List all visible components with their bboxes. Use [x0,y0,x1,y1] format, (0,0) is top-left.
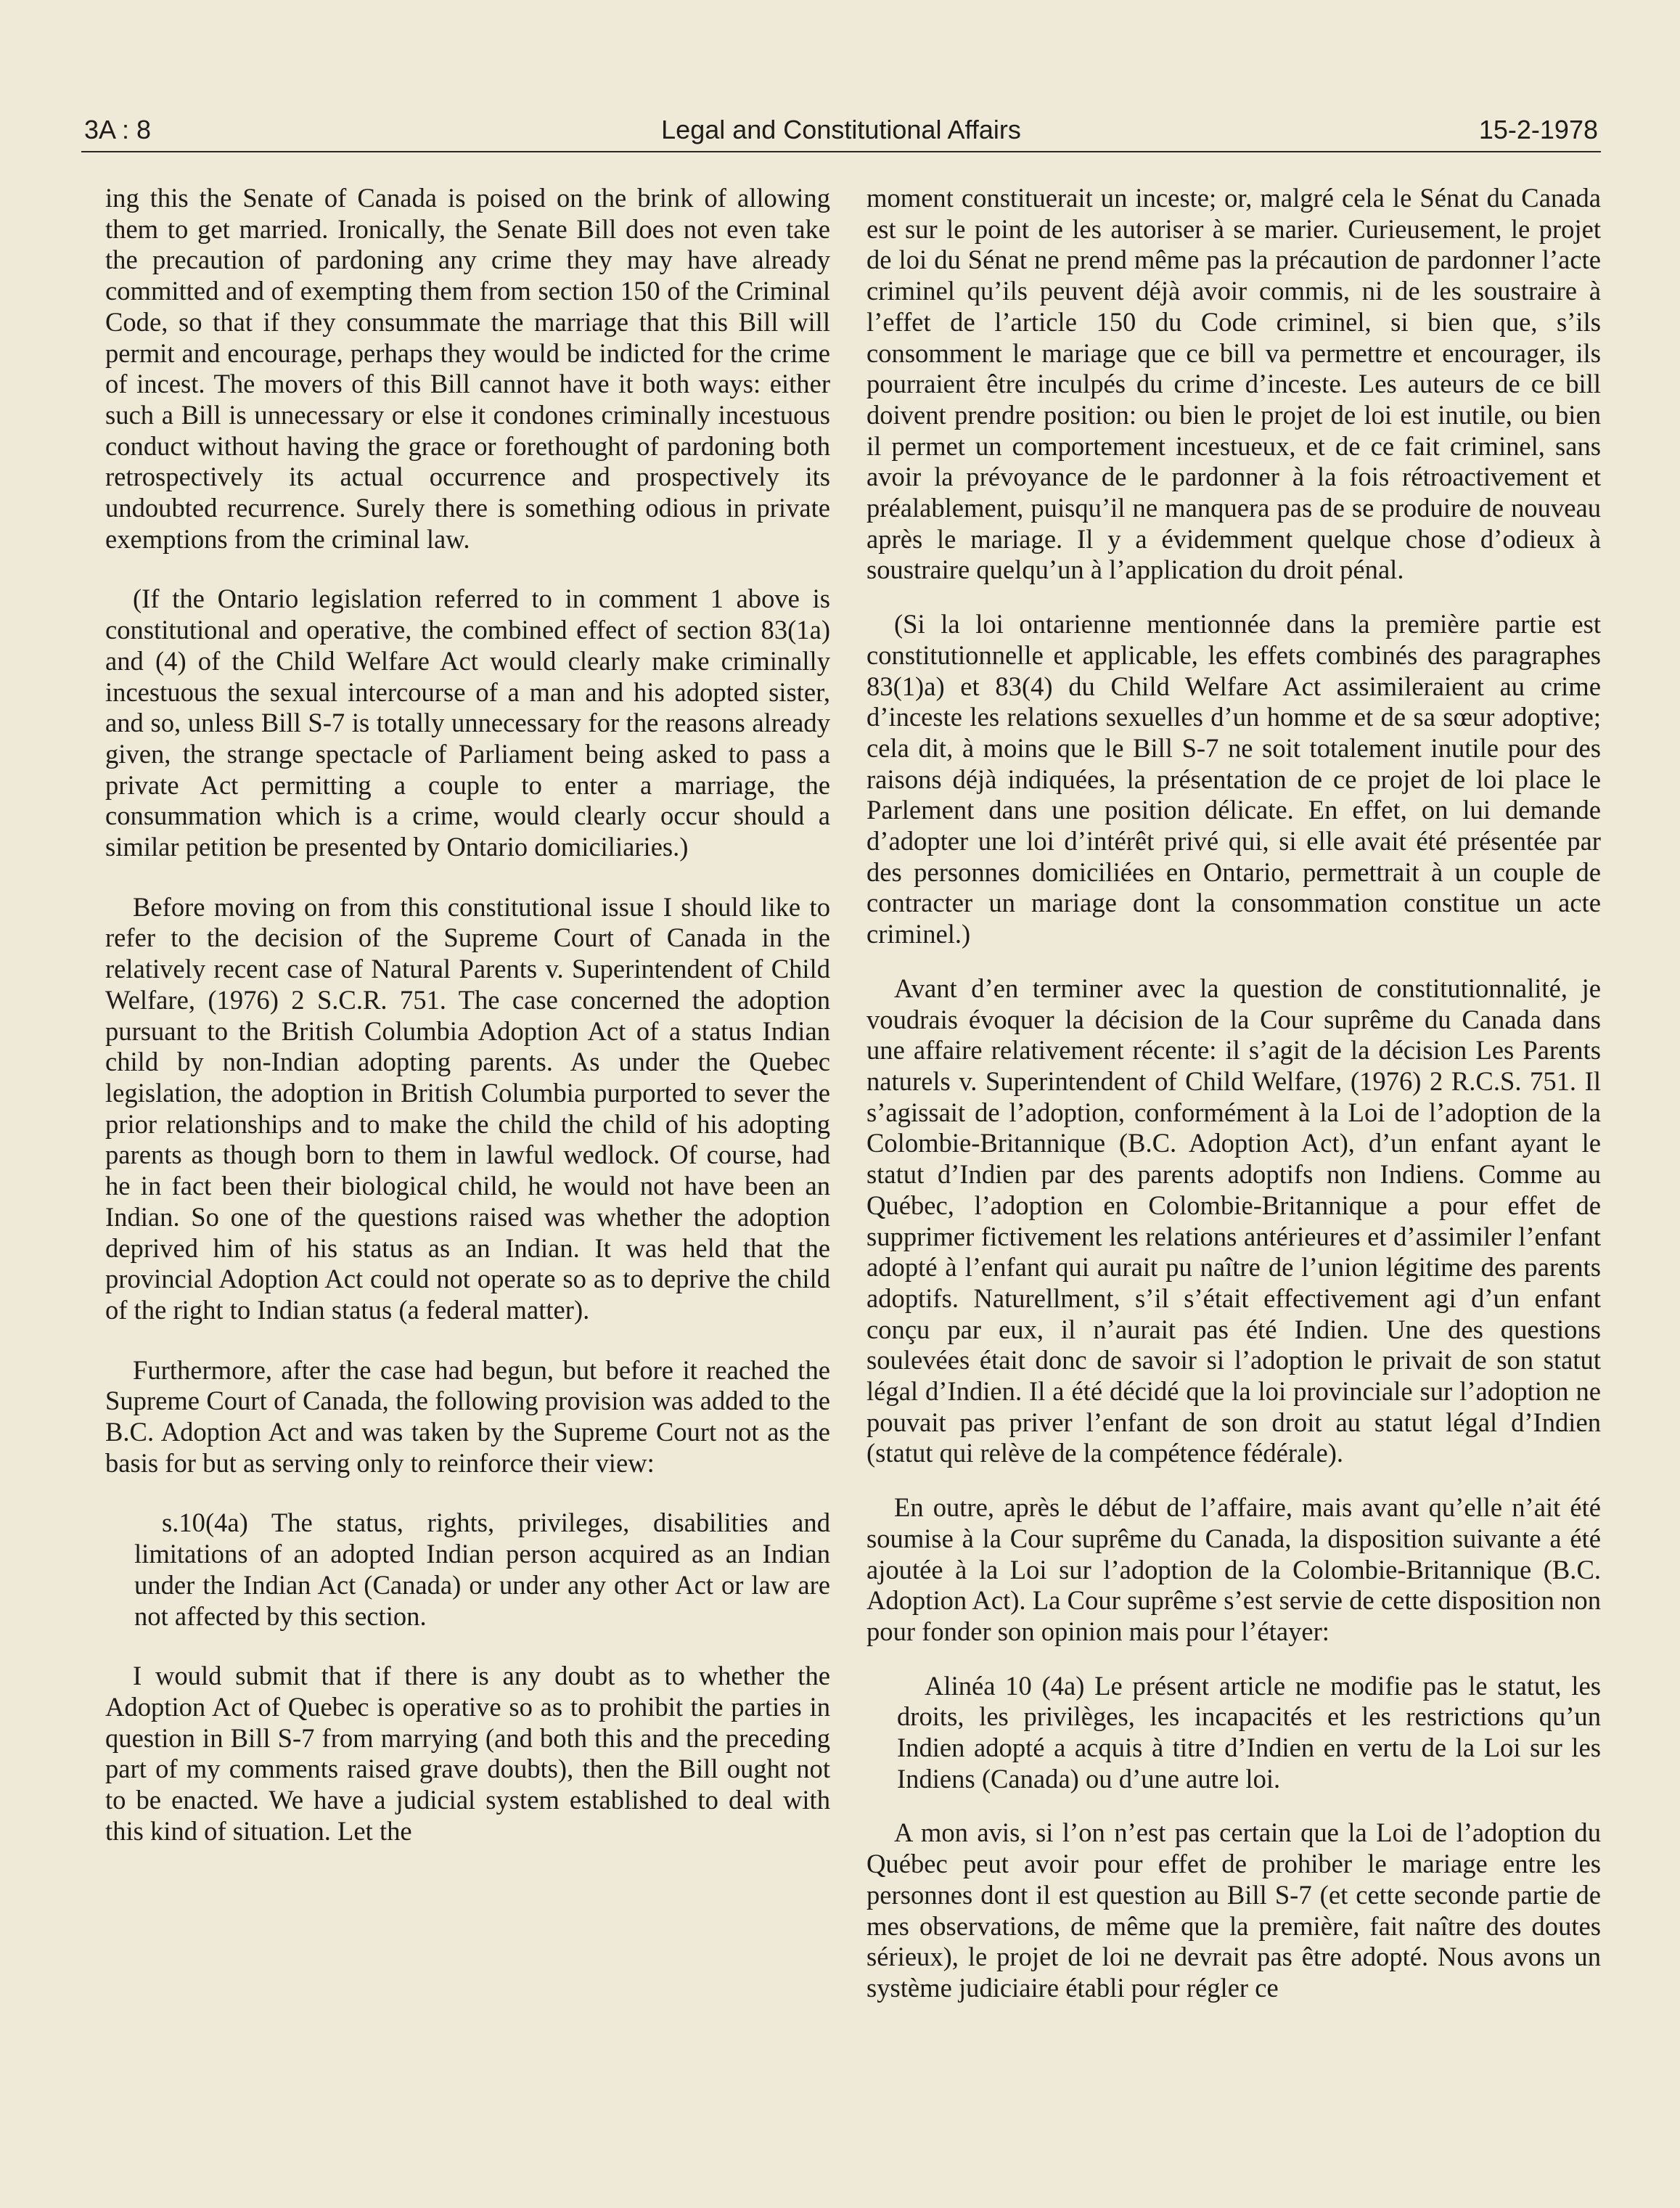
page-date: 15-2-1978 [1478,115,1598,144]
english-quoted-provision: s.10(4a) The status, rights, privileges, disabilities and limitations of an adopted Indian person acquired as an Indian under the Indian Act (Canada) or under any other Act or law are not affected by this section. [134,1508,830,1631]
french-paragraph-1: moment constituerait un inceste; or, malgré cela le Sénat du Canada est sur le point de les autoriser à se marier. Curieusement, le projet de loi du Sénat ne prend même pas la précaution de pardonner l’acte criminel qu’ils peuvent déjà avoir commis, ni de les soustraire à l’effet de l’article 150 du Code criminel, si bien que, s’ils consomment le mariage que ce bill va permettre et encourager, ils pourraient être inculpés du crime d’inceste. Les auteurs de ce bill doivent prendre position: ou bien le projet de loi est inutile, ou bien il permet un comportement incestueux, et de ce fait criminel, sans avoir la prévoyance de le pardonner à la fois rétroactivement et préalablement, puisqu’il ne manquera pas de se produire de nouveau après le mariage. Il y a évidemment quelque chose d’odieux à soustraire quelqu’un à l’application du droit pénal. [866,183,1601,585]
french-paragraph-4: En outre, après le début de l’affaire, mais avant qu’elle n’ait été soumise à la Cour suprême du Canada, la disposition suivante a été ajoutée à la Loi sur l’adoption de la Colombie-Britannique (B.C. Adoption Act). La Cour suprême s’est servie de cette disposition non pour fonder son opinion mais pour l’étayer: [866,1492,1601,1646]
english-paragraph-1: ing this the Senate of Canada is poised on the brink of allowing them to get married. Ironically, the Senate Bill does not even take the precaution of pardoning any crime they may have already committed and of exempting them from section 150 of the Criminal Code, so that if they consummate the marriage that this Bill will permit and encourage, perhaps they would be indicted for the crime of incest. The movers of this Bill cannot have it both ways: either such a Bill is unnecessary or else it condones criminally incestuous conduct without having the grace or forethought of pardoning both retrospectively its actual occurrence and prospectively its undoubted recurrence. Surely there is something odious in private exemptions from the criminal law. [105,183,830,554]
french-paragraph-2: (Si la loi ontarienne mentionnée dans la première partie est constitutionnelle et applicable, les effets combinés des paragraphes 83(1)a) et 83(4) du Child Welfare Act assimileraient au crime d’inceste les relations sexuelles d’un homme et de sa sœur adoptive; cela dit, à moins que le Bill S-7 ne soit totalement inutile pour des raisons déjà indiquées, la présentation de ce projet de loi place le Parlement dans une position délicate. En effet, on lui demande d’adopter une loi d’intérêt privé qui, si elle avait été présentée par des personnes domiciliées en Ontario, permettrait à un couple de contracter un mariage dont la consommation constitue un acte criminel.) [866,609,1601,949]
french-quoted-provision: Alinéa 10 (4a) Le présent article ne modifie pas le statut, les droits, les privilèges, les incapacités et les restrictions qu’un Indien adopté a acquis à titre d’Indien en vertu de la Loi sur les Indiens (Canada) ou d’une autre loi. [897,1670,1601,1794]
english-paragraph-2: (If the Ontario legislation referred to in comment 1 above is constitutional and operative, the combined effect of section 83(1a) and (4) of the Child Welfare Act would clearly make criminally incestuous the sexual intercourse of a man and his adopted sister, and so, unless Bill S-7 is totally unnecessary for the reasons already given, the strange spectacle of Parliament being asked to pass a private Act permitting a couple to enter a marriage, the consummation which is a crime, would clearly occur should a similar petition be presented by Ontario domiciliaries.) [105,584,830,862]
english-paragraph-3: Before moving on from this constitutional issue I should like to refer to the decision of the Supreme Court of Canada in the relatively recent case of Natural Parents v. Superintendent of Child Welfare, (1976) 2 S.C.R. 751. The case concerned the adoption pursuant to the British Columbia Adoption Act of a status Indian child by non-Indian adopting parents. As under the Quebec legislation, the adoption in British Columbia purported to sever the prior relationships and to make the child the child of his adopting parents as though born to them in lawful wedlock. Of course, had he in fact been their biological child, he would not have been an Indian. So one of the questions raised was whether the adoption deprived him of his status as an Indian. It was held that the provincial Adoption Act could not operate so as to deprive the child of the right to Indian status (a federal matter). [105,891,830,1325]
french-paragraph-3: Avant d’en terminer avec la question de constitutionnalité, je voudrais évoquer la décision de la Cour suprême du Canada dans une affaire relativement récente: il s’agit de la décision Les Parents naturels v. Superintendent of Child Welfare, (1976) 2 R.C.S. 751. Il s’agissait de l’adoption, conformément à la Loi de l’adoption de la Colombie-Britannique (B.C. Adoption Act), d’un enfant ayant le statut d’Indien par des parents adoptifs non Indiens. Comme au Québec, l’adoption en Colombie-Britannique a pour effet de supprimer fictivement les relations antérieures et d’assimiler l’enfant adopté à l’enfant qui aurait pu naître de l’union légitime des parents adoptifs. Naturellment, s’il s’était effectivement agi d’un enfant conçu par eux, il n’aurait pas été Indien. Une des questions soulevées était donc de savoir si l’adoption le privait de son statut légal d’Indien. Il a été décidé que la loi provinciale sur l’adoption ne pouvait pas priver l’enfant de son droit au statut légal d’Indien (statut qui relève de la compétence fédérale). [866,973,1601,1468]
french-column [866,183,1601,2004]
english-paragraph-4: Furthermore, after the case had begun, but before it reached the Supreme Court of Canada, the following provision was added to the B.C. Adoption Act and was taken by the Supreme Court not as the basis for but as serving only to reinforce their view: [105,1354,830,1478]
english-paragraph-6: I would submit that if there is any doubt as to whether the Adoption Act of Quebec is operative so as to prohibit the parties in question in Bill S-7 from marrying (and both this and the preceding part of my comments raised grave doubts), then the Bill ought not to be enacted. We have a judicial system established to deal with this kind of situation. Let the [105,1661,830,1846]
english-column [105,183,830,1847]
page-number: 3A : 8 [84,115,152,144]
page-header [81,109,1601,152]
page-title: Legal and Constitutional Affairs [661,115,1021,144]
french-paragraph-6: A mon avis, si l’on n’est pas certain que la Loi de l’adoption du Québec peut avoir pour effet de prohiber le mariage entre les personnes dont il est question au Bill S-7 (et cette seconde partie de mes observations, de même que la première, fait naître des doutes sérieux), le projet de loi ne devrait pas être adopté. Nous avons un système judiciaire établi pour régler ce [866,1817,1601,2003]
